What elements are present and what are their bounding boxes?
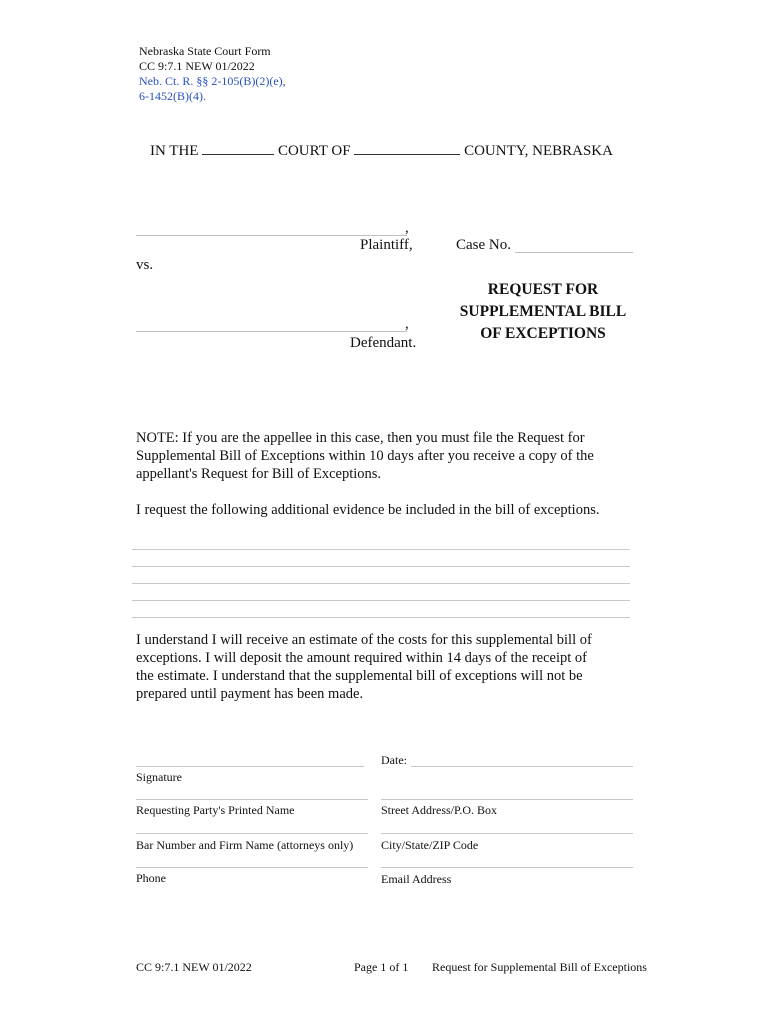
- case-number-label: Case No.: [456, 237, 511, 253]
- form-name: Nebraska State Court Form: [139, 44, 271, 58]
- street-address-label: Street Address/P.O. Box: [381, 803, 498, 817]
- evidence-line-5[interactable]: [132, 617, 630, 618]
- footer-page-number: Page 1 of 1: [354, 960, 409, 974]
- request-statement: I request the following additional evidence be included in the bill of exceptions.: [136, 502, 600, 518]
- understand-line-3: the estimate. I understand that the supplemental bill of exceptions will not be: [136, 668, 583, 684]
- understanding-paragraph: [136, 631, 592, 703]
- date-label: Date:: [381, 753, 407, 767]
- phone-label: Phone: [136, 871, 166, 885]
- printed-name-field[interactable]: [136, 799, 368, 800]
- signature-label: Signature: [136, 770, 182, 784]
- evidence-line-4[interactable]: [132, 600, 630, 601]
- rule-reference-1: Neb. Ct. R. §§ 2-105(B)(2)(e),: [139, 74, 286, 88]
- title-line-2: SUPPLEMENTAL BILL: [459, 303, 627, 320]
- plaintiff-name-field[interactable]: [136, 235, 407, 236]
- note-line-3: appellant's Request for Bill of Exceptions.: [136, 466, 382, 482]
- evidence-line-3[interactable]: [132, 583, 630, 584]
- bar-number-field[interactable]: [136, 833, 368, 834]
- title-line-1: REQUEST FOR: [487, 281, 599, 298]
- signature-field[interactable]: [136, 766, 364, 767]
- phone-field[interactable]: [136, 867, 368, 868]
- versus-label: vs.: [136, 257, 154, 273]
- evidence-line-2[interactable]: [132, 566, 630, 567]
- note-line-1: NOTE: If you are the appellee in this case, then you must file the Request for: [136, 430, 585, 446]
- footer-form-code: CC 9:7.1 NEW 01/2022: [136, 960, 252, 974]
- caption-county: COUNTY, NEBRASKA: [464, 143, 613, 159]
- footer-document-title: Request for Supplemental Bill of Exceptions: [432, 960, 647, 974]
- case-number-field[interactable]: [515, 252, 633, 253]
- plaintiff-comma: ,: [405, 220, 409, 236]
- note-line-2: Supplemental Bill of Exceptions within 10 days after you receive a copy of the: [136, 448, 594, 464]
- city-state-zip-field[interactable]: [381, 833, 633, 834]
- caption-court-of: COURT OF: [277, 143, 351, 159]
- court-type-field[interactable]: [202, 140, 274, 155]
- understand-line-1: I understand I will receive an estimate of the costs for this supplemental bill of: [136, 632, 592, 648]
- plaintiff-label: Plaintiff,: [360, 237, 413, 253]
- date-field[interactable]: [411, 766, 633, 767]
- bar-number-label: Bar Number and Firm Name (attorneys only): [136, 838, 354, 852]
- street-address-field[interactable]: [381, 799, 633, 800]
- city-state-zip-label: City/State/ZIP Code: [381, 838, 479, 852]
- understand-line-4: prepared until payment has been made.: [136, 686, 364, 702]
- court-caption: [150, 140, 613, 160]
- form-code: CC 9:7.1 NEW 01/2022: [139, 59, 255, 73]
- email-label: Email Address: [381, 872, 452, 886]
- defendant-name-field[interactable]: [136, 331, 407, 332]
- county-name-field[interactable]: [354, 140, 460, 155]
- understand-line-2: exceptions. I will deposit the amount required within 14 days of the receipt of: [136, 650, 587, 666]
- title-line-3: OF EXCEPTIONS: [480, 325, 606, 342]
- caption-in-the: IN THE: [150, 143, 199, 159]
- defendant-label: Defendant.: [350, 335, 417, 351]
- defendant-comma: ,: [405, 316, 409, 332]
- document-title: [430, 279, 656, 345]
- printed-name-label: Requesting Party's Printed Name: [136, 803, 295, 817]
- email-field[interactable]: [381, 867, 633, 868]
- evidence-line-1[interactable]: [132, 549, 630, 550]
- rule-reference-2: 6-1452(B)(4).: [139, 89, 206, 103]
- note-paragraph: [136, 429, 594, 483]
